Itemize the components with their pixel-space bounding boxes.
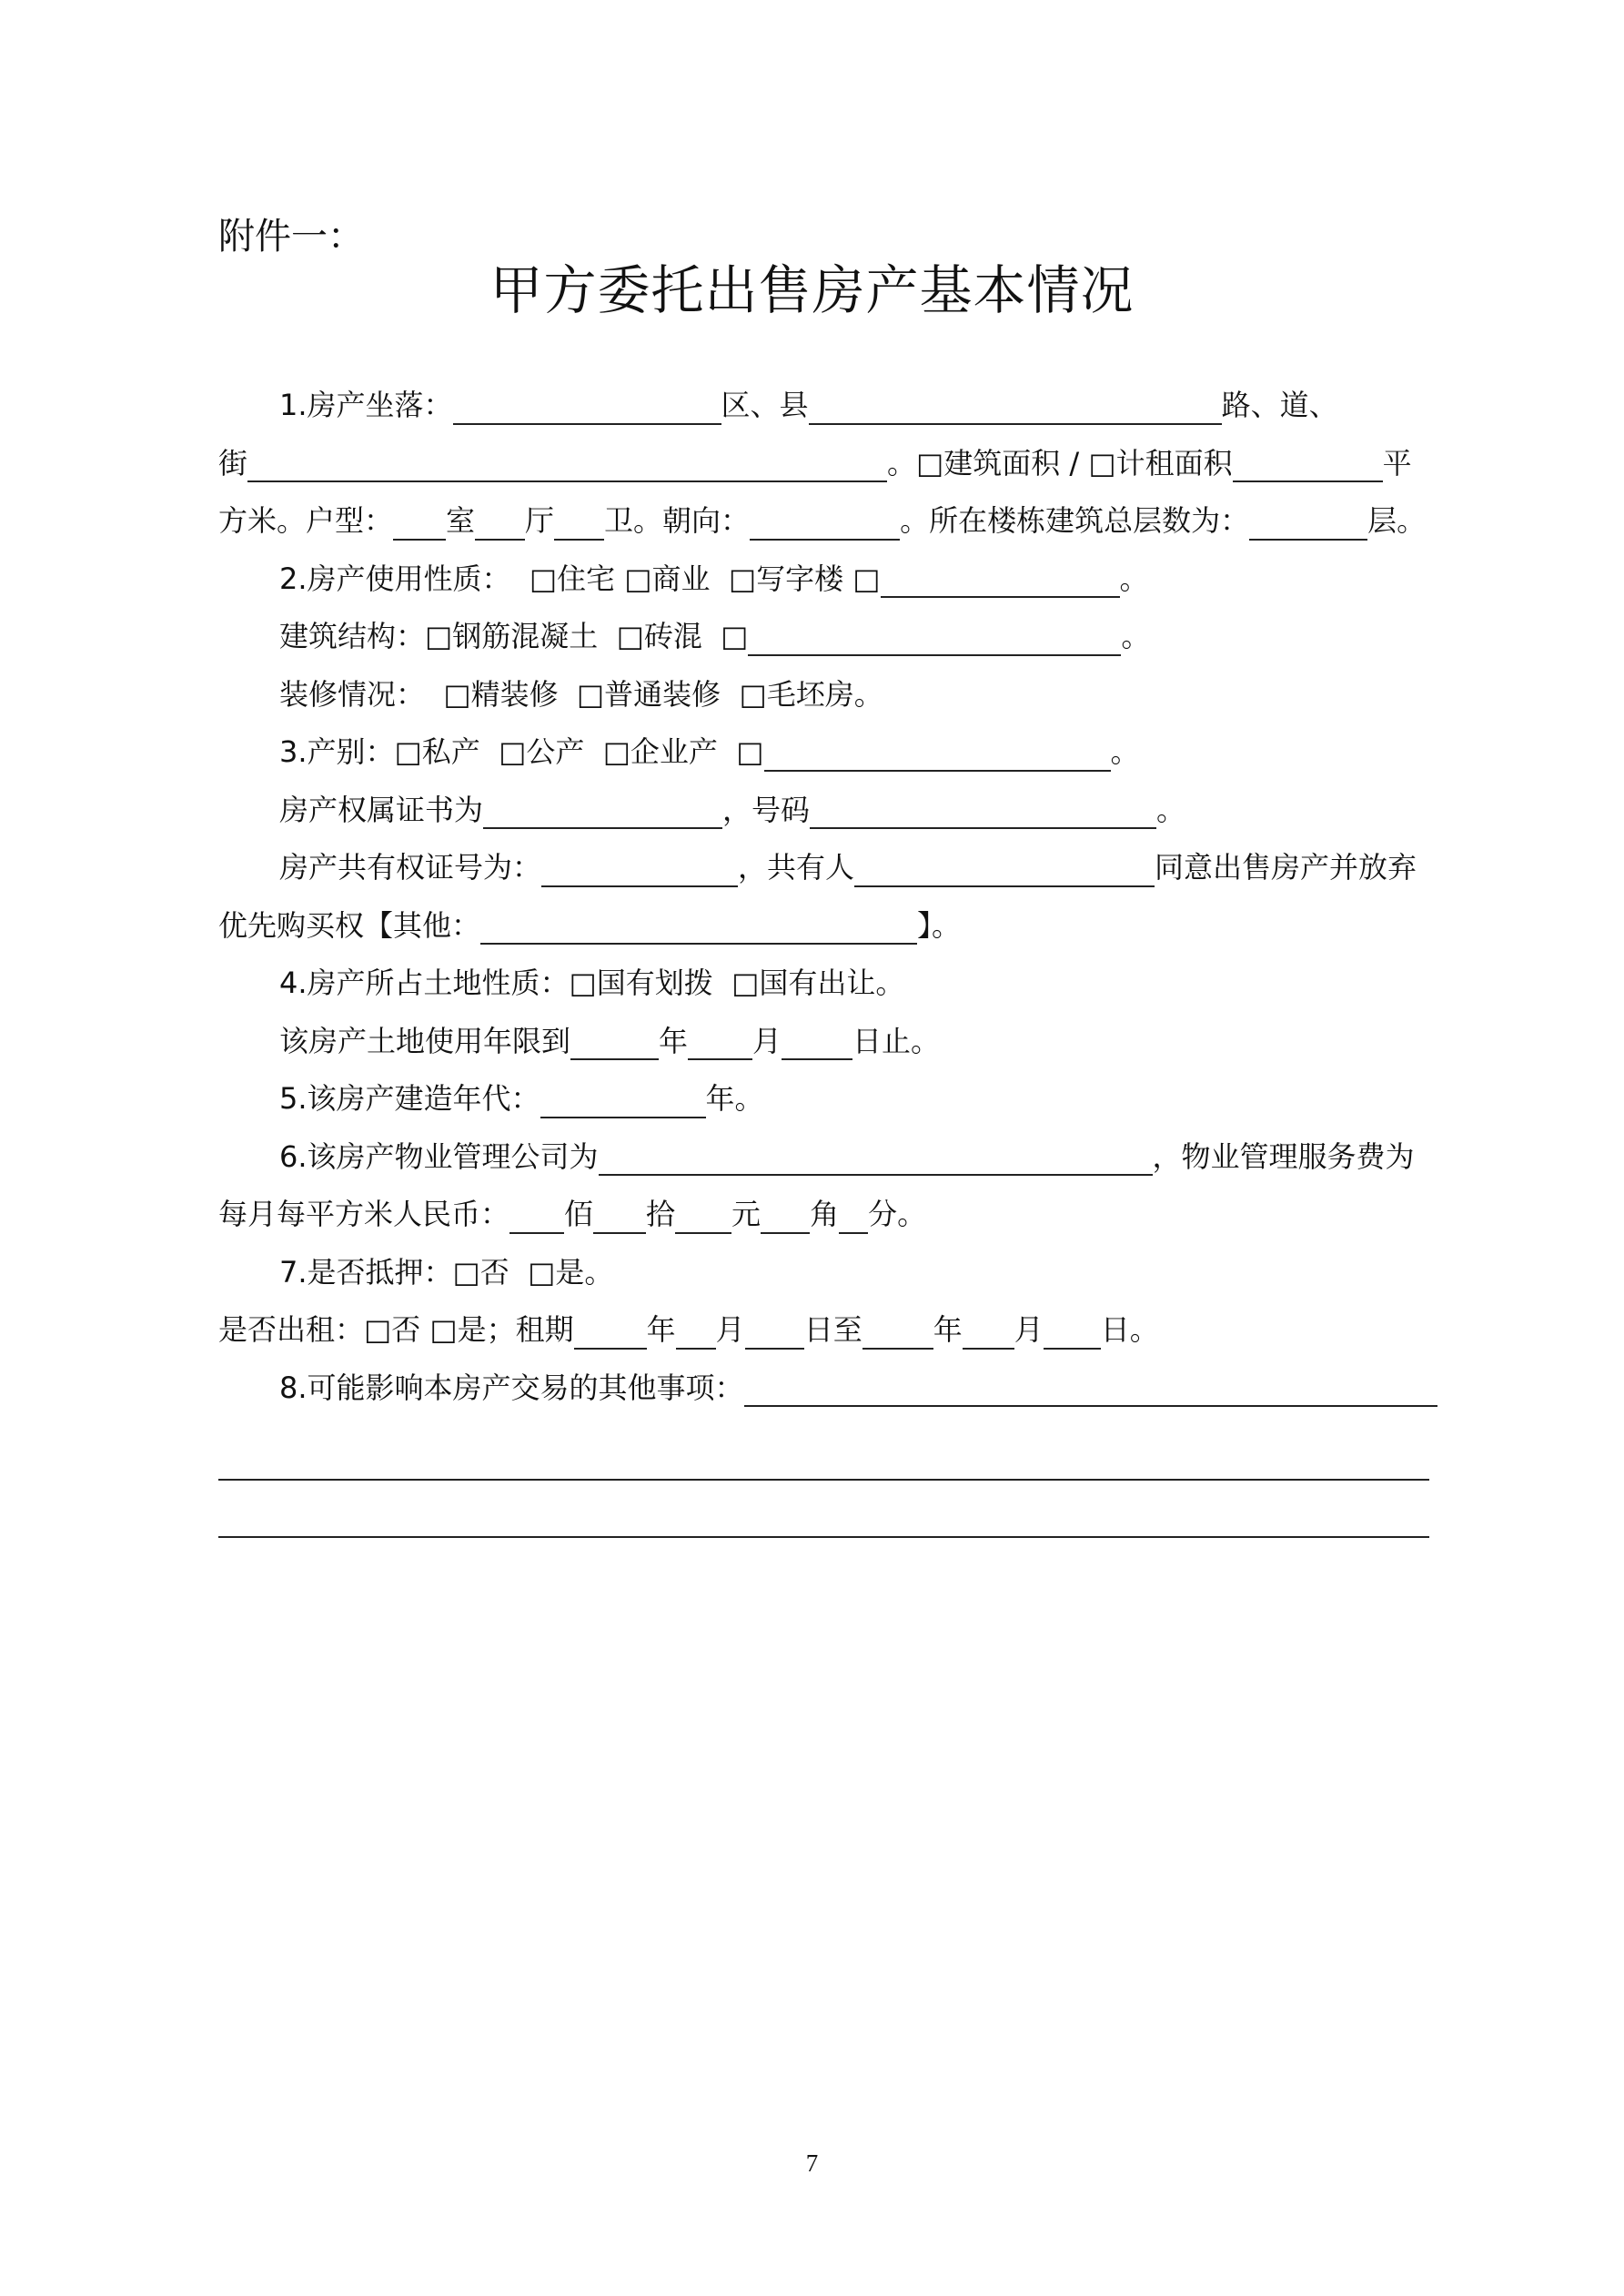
line-text: 5.该房产建造年代： [279, 1081, 540, 1116]
line-text: 年 [646, 1312, 676, 1347]
line-text: 元 [731, 1197, 762, 1231]
fill-in-blank[interactable] [554, 502, 604, 541]
line-text: 角 [810, 1197, 840, 1231]
line-text: ，共有人 [738, 850, 855, 885]
form-line [218, 435, 1437, 493]
line-text: ，号码 [722, 792, 811, 827]
fill-in-blank[interactable] [675, 1196, 731, 1234]
line-text: 分。 [868, 1197, 927, 1231]
fill-in-blank[interactable] [247, 444, 887, 482]
line-text: 。 [1121, 619, 1151, 653]
fill-in-blank[interactable] [509, 1196, 564, 1234]
fill-in-blank[interactable] [862, 1311, 933, 1350]
line-text: 8.可能影响本房产交易的其他事项： [279, 1370, 744, 1405]
line-text: 月 [715, 1312, 745, 1347]
line-text: 拾 [646, 1197, 676, 1231]
line-text: 室 [446, 503, 476, 538]
line-text: ，物业管理服务费为 [1152, 1138, 1415, 1174]
fill-in-blank[interactable] [480, 906, 917, 945]
line-text: 街 [218, 445, 248, 480]
line-text: 6.该房产物业管理公司为 [279, 1138, 599, 1174]
line-text: 】。 [917, 907, 962, 943]
line-text: 月 [752, 1023, 782, 1058]
form-line [218, 377, 1437, 435]
line-text: 年。 [705, 1081, 764, 1116]
fill-in-blank[interactable] [761, 1196, 810, 1234]
line-text: 每月每平方米人民币： [218, 1197, 510, 1231]
line-text: 厅 [525, 503, 555, 538]
line-text: 日。 [1100, 1312, 1159, 1347]
line-text: 装修情况： □精装修 □普通装修 □毛坯房。 [279, 676, 883, 712]
line-text: 同意出售房产并放弃 [1155, 850, 1417, 885]
fill-in-blank[interactable] [540, 1080, 706, 1118]
fill-in-blank[interactable] [854, 849, 1155, 887]
line-text: 卫。朝向： [604, 503, 751, 538]
line-text: 。所在楼栋建筑总层数为： [900, 503, 1250, 538]
fill-in-blank[interactable] [764, 733, 1111, 772]
line-text: 。 [1110, 734, 1140, 769]
form-line [218, 492, 1437, 551]
line-text: 日至 [803, 1312, 862, 1347]
line-text: 4.房产所占土地性质：□国有划拨 □国有出让。 [279, 966, 905, 1000]
line-text: 年 [933, 1312, 963, 1347]
line-text: 日止。 [852, 1023, 941, 1058]
line-text: 。 [1119, 561, 1149, 596]
fill-in-blank[interactable] [963, 1311, 1014, 1350]
fill-in-blank[interactable] [453, 387, 721, 425]
form-line [218, 1432, 1437, 1491]
fill-in-blank[interactable] [750, 502, 900, 541]
form-body [218, 377, 1437, 1548]
form-line [218, 666, 1437, 724]
fill-in-blank[interactable] [218, 1500, 1429, 1538]
form-line [218, 1186, 1437, 1244]
attachment-label: 附件一： [218, 216, 364, 258]
form-line [218, 551, 1437, 609]
fill-in-blank[interactable] [676, 1311, 716, 1350]
line-text: 。 [1156, 792, 1186, 827]
form-line [218, 897, 1437, 956]
fill-in-blank[interactable] [745, 1311, 804, 1350]
form-line [218, 782, 1437, 840]
line-text: 1.房产坐落： [279, 388, 453, 422]
fill-in-blank[interactable] [881, 560, 1120, 598]
fill-in-blank[interactable] [782, 1022, 852, 1060]
fill-in-blank[interactable] [393, 502, 446, 541]
fill-in-blank[interactable] [599, 1138, 1153, 1176]
fill-in-blank[interactable] [541, 849, 738, 887]
fill-in-blank[interactable] [218, 1442, 1429, 1481]
fill-in-blank[interactable] [748, 618, 1121, 656]
line-text: 月 [1014, 1312, 1044, 1347]
fill-in-blank[interactable] [688, 1022, 752, 1060]
fill-in-blank[interactable] [483, 791, 722, 829]
form-line [218, 1070, 1437, 1128]
line-text: 房产共有权证号为： [279, 850, 542, 885]
line-text: 是否出租：□否 □是；租期 [218, 1312, 574, 1347]
line-text: 2.房产使用性质： □住宅 □商业 □写字楼 □ [279, 561, 881, 596]
line-text: 区、县 [721, 388, 809, 422]
form-line [218, 1491, 1437, 1549]
page-title: 甲方委托出售房产基本情况 [489, 259, 1135, 321]
fill-in-blank[interactable] [475, 502, 525, 541]
line-text: 路、道、 [1221, 388, 1338, 422]
line-text: 建筑结构：□钢筋混凝土 □砖混 □ [279, 619, 749, 653]
fill-in-blank[interactable] [574, 1311, 647, 1350]
line-text: 层。 [1367, 503, 1427, 538]
line-text: 该房产土地使用年限到 [279, 1023, 571, 1058]
fill-in-blank[interactable] [810, 791, 1156, 829]
line-text: 。□建筑面积 / □计租面积 [887, 445, 1233, 480]
fill-in-blank[interactable] [1249, 502, 1367, 541]
line-text: 方米。户型： [218, 503, 394, 538]
form-line [218, 1244, 1437, 1302]
form-line [218, 723, 1437, 782]
line-text: 7.是否抵押：□否 □是。 [279, 1254, 614, 1290]
line-text: 年 [659, 1023, 689, 1058]
form-line [218, 1013, 1437, 1071]
fill-in-blank[interactable] [839, 1196, 868, 1234]
fill-in-blank[interactable] [570, 1022, 659, 1060]
fill-in-blank[interactable] [593, 1196, 646, 1234]
fill-in-blank[interactable] [809, 387, 1222, 425]
fill-in-blank[interactable] [1233, 444, 1383, 482]
form-line [218, 1360, 1437, 1418]
form-line [218, 608, 1437, 666]
fill-in-blank[interactable] [1044, 1311, 1101, 1350]
line-text: 平 [1382, 445, 1412, 480]
fill-in-blank[interactable] [744, 1369, 1437, 1407]
form-line [218, 1301, 1437, 1360]
line-text: 房产权属证书为 [279, 792, 484, 827]
line-text: 3.产别：□私产 □公产 □企业产 □ [279, 734, 764, 769]
line-text: 优先购买权【其他： [218, 907, 481, 943]
form-line [218, 839, 1437, 897]
page-number: 7 [805, 2149, 819, 2177]
form-line [218, 1128, 1437, 1187]
line-text: 佰 [564, 1197, 594, 1231]
form-line [218, 955, 1437, 1013]
